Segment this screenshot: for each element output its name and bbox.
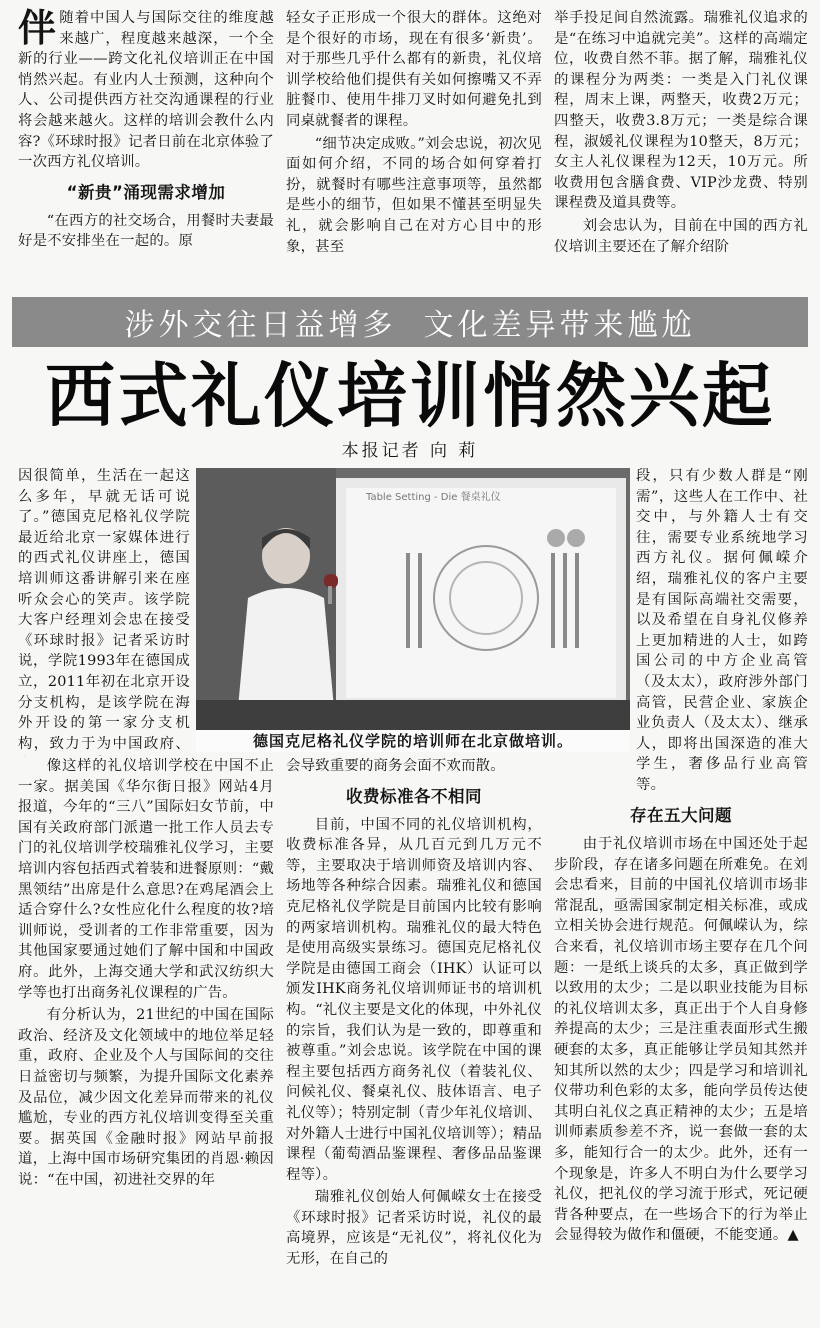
- end-mark: ▲: [787, 1227, 799, 1244]
- training-photo: [196, 468, 630, 730]
- bottom-column-1: [18, 466, 190, 756]
- bottom-column-2: [286, 756, 542, 1320]
- paragraph: 段，只有少数人群是“刚需”，这些人在工作中、社交中，与外籍人士有交往，需要专业系统地学习西方礼仪。据何佩嵘介绍，瑞雅礼仪的客户主要是有国际高端社交需要，以及希望在自身礼仪修养上更加精进的人士，如跨国公司的中方企业高管（及太太），政府涉外部门高管，民营企业、家族企业负责人（及太太）、继承人，即将出国深造的准大学生，奢侈品行业高管等。: [636, 468, 808, 793]
- paragraph: 轻女子正形成一个很大的群体。这绝对是个很好的市场，现在有很多‘新贵’。对于那些几乎什么都有的新贵，礼仪培训学校给他们提供有关如何擦嘴又不弄脏餐巾、使用牛排刀叉时如何避免扎到同桌就餐者的课程。: [286, 10, 542, 129]
- top-column-1: [18, 8, 274, 292]
- paragraph: “在西方的社交场合，用餐时夫妻最好是不安排坐在一起的。原: [18, 212, 274, 250]
- paragraph: 刘会忠认为，目前在中国的西方礼仪培训主要还在了解介绍阶: [554, 217, 808, 255]
- subhead-demand: “新贵”涌现需求增加: [66, 182, 226, 202]
- paragraph: 由于礼仪培训市场在中国还处于起步阶段，存在诸多问题在所难免。在刘会忠看来，目前的中国礼仪培训市场非常混乱，亟需国家制定相关标准，或成立相关协会进行规范。何佩嵘认为，综合来看，礼仪培训市场主要存在几个问题：一是纸上谈兵的太多，真正做到学以致用的太少；二是以职业技能为目标的礼仪培训太多，真正出于个人自身修养提高的太少；三是注重表面形式生搬硬套的太多，真正能够让学员知其然并知其所以然的太少；四是学习和培训礼仪带功利色彩的太多，能向学员传达使其明白礼仪之真正精神的太少；五是培训师素质参差不齐，说一套做一套的太多，能知行合一的太少。此外，还有一个现象是，许多人不明白为什么要学习礼仪，把礼仪的学习流于形式，死记硬背各种要点，在一些场合下的行为举止会显得较为做作和僵硬，不能变通。▲: [554, 836, 808, 1244]
- subhead-fees: 收费标准各不相同: [346, 786, 482, 806]
- top-column-2: [286, 8, 542, 292]
- bottom-column-3: [636, 466, 808, 796]
- paragraph: 因很简单，生活在一起这么多年，早就无话可说了。”德国克尼格礼仪学院最近给北京一家媒体进行的西式礼仪讲座上，德国培训师这番讲解引来在座听众会心的笑声。该学院大客户经理刘会忠在接受《环球时报》记者采访时说，学院1993年在德国成立，2011年初在北京开设分支机构，是该学院在海外开设的第一家分支机构，致力于为中国政府、: [18, 468, 190, 752]
- photo-caption: 德国克尼格礼仪学院的培训师在北京做培训。: [196, 730, 630, 752]
- paragraph: 像这样的礼仪培训学校在中国不止一家。据美国《华尔街日报》网站4月报道，今年的“三八”国际妇女节前，中国有关政府部门派遣一批工作人员去专门的礼仪培训学校瑞雅礼仪学习，主要培训内容包括西式着装和进餐原则：“戴黑领结”出席是什么意思?在鸡尾酒会上适合穿什么?女性应化什么程度的妆?培训师说，受训者的工作非常重要，因为其他国家要通过她们了解中国和中国政府。此外，上海交通大学和武汉纺织大学等也打出商务礼仪课程的广告。: [18, 758, 274, 1001]
- byline: 本报记者 向 莉: [341, 441, 479, 461]
- photo-illustration: [196, 468, 630, 730]
- paragraph: “细节决定成败。”刘会忠说，初次见面如何介绍，不同的场合如何穿着打扮，就餐时有哪些注意事项等，虽然都是些小的细节，但如果不懂甚至明显失礼，就会影响自己在对方心目中的形象，甚至: [286, 135, 542, 255]
- headline: 西式礼仪培训悄然兴起: [45, 355, 775, 437]
- paragraph: 举手投足间自然流露。瑞雅礼仪追求的是“在练习中追就完美”。这样的高端定位，收费自然不菲。据了解，瑞雅礼仪的课程分为两类：一类是入门礼仪课程，周末上课，两整天，收费2万元；四整天，收费3.8万元；一类是综合课程，淑媛礼仪课程为10整天，8万元；女主人礼仪课程为12天，10万元。所收费用包含膳食费、VIP沙龙费、特别课程费及道具费等。: [554, 10, 808, 212]
- paragraph: 瑞雅礼仪创始人何佩嵘女士在接受《环球时报》记者采访时说，礼仪的最高境界，应该是“无礼仪”，将礼仪化为无形，在自己的: [286, 1189, 542, 1268]
- paragraph: 有分析认为，21世纪的中国在国际政治、经济及文化领域中的地位举足轻重，政府、企业及个人与国际间的交往日益密切与频繁，为提升国际文化素养及品位，减少因文化差异而带来的礼仪尴尬，专业的西方礼仪培训变得至关重要。据英国《金融时报》网站早前报道，上海中国市场研究集团的肖恩·赖因说：“在中国，初进社交界的年: [18, 1007, 274, 1188]
- drop-cap: 伴: [18, 8, 57, 50]
- bottom-column-1b: [18, 756, 274, 1320]
- paragraph: 目前，中国不同的礼仪培训机构，收费标准各异，从几百元到几万元不等，主要取决于培训师资及培训内容、场地等各种综合因素。瑞雅礼仪和德国克尼格礼仪学院是目前国内比较有影响的两家培训机构。瑞雅礼仪的最大特色是使用高级实景练习。德国克尼格礼仪学院是由德国工商会（IHK）认证可以颁发IHK商务礼仪培训师证书的培训机构。“礼仪主要是文化的体现，中外礼仪的宗旨，我们认为是一致的，即尊重和被尊重。”刘会忠说。该学院在中国的课程主要包括西方商务礼仪（着装礼仪、问候礼仪、餐桌礼仪、肢体语言、电子礼仪等）；特别定制（青少年礼仪培训、对外籍人士进行中国礼仪培训等）；精品课程（葡萄酒品鉴课程、奢侈品品鉴课程等）。: [286, 816, 542, 1183]
- top-column-3: [554, 8, 808, 292]
- lead-paragraph: 伴随着中国人与国际交往的维度越来越广，程度越来越深，一个全新的行业——跨文化礼仪培训正在中国悄然兴起。有业内人士预测，这种向个人、公司提供西方社交沟通课程的行业将会越来越火。这样的培训会教什么内容?《环球时报》记者日前在北京体验了一次西方礼仪培训。: [18, 8, 274, 171]
- bottom-column-3b: [554, 796, 808, 1320]
- deck-banner: [12, 297, 808, 347]
- deck-text: 涉外交往日益增多 文化差异带来尴尬: [124, 308, 696, 343]
- screen-caption-text: Table Setting - Die 餐桌礼仪: [366, 492, 501, 503]
- subhead-problems: 存在五大问题: [630, 806, 732, 825]
- paragraph: 会导致重要的商务会面不欢而散。: [286, 758, 505, 774]
